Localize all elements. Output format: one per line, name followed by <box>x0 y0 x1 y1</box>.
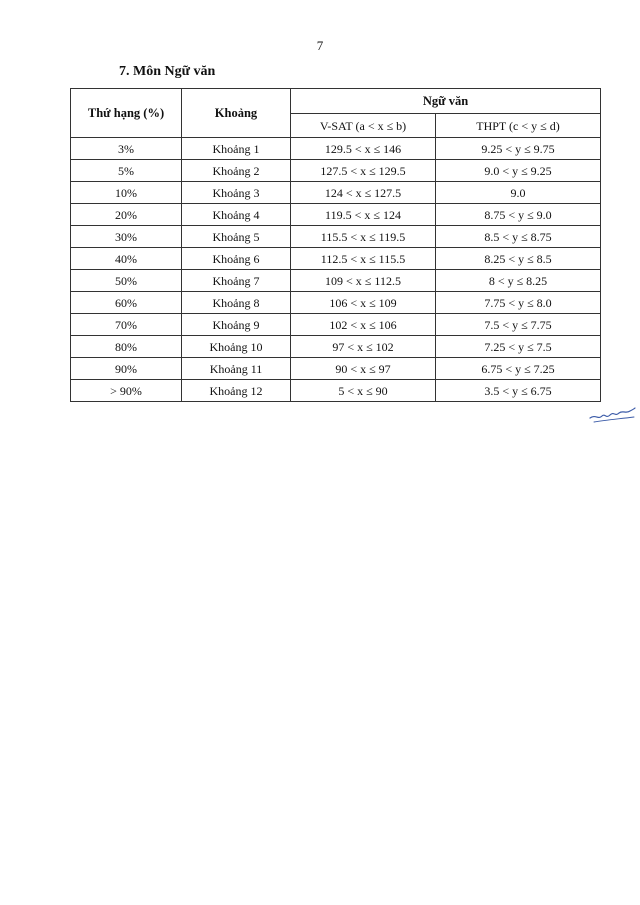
cell-range: Khoảng 9 <box>182 314 291 336</box>
cell-thpt: 7.75 < y ≤ 8.0 <box>436 292 601 314</box>
cell-rank: 30% <box>71 226 182 248</box>
cell-range: Khoảng 4 <box>182 204 291 226</box>
cell-thpt: 7.5 < y ≤ 7.75 <box>436 314 601 336</box>
header-vsat: V-SAT (a < x ≤ b) <box>291 114 436 138</box>
cell-range: Khoảng 6 <box>182 248 291 270</box>
cell-vsat: 127.5 < x ≤ 129.5 <box>291 160 436 182</box>
header-rank: Thứ hạng (%) <box>71 89 182 138</box>
cell-rank: 80% <box>71 336 182 358</box>
header-subject: Ngữ văn <box>291 89 601 114</box>
cell-thpt: 6.75 < y ≤ 7.25 <box>436 358 601 380</box>
cell-range: Khoảng 11 <box>182 358 291 380</box>
cell-vsat: 106 < x ≤ 109 <box>291 292 436 314</box>
header-range: Khoảng <box>182 89 291 138</box>
section-title: 7. Môn Ngữ văn <box>119 64 216 79</box>
cell-rank: 50% <box>71 270 182 292</box>
table-row <box>71 270 601 292</box>
table-row <box>71 248 601 270</box>
cell-rank: > 90% <box>71 380 182 402</box>
cell-thpt: 8.75 < y ≤ 9.0 <box>436 204 601 226</box>
cell-rank: 90% <box>71 358 182 380</box>
cell-rank: 5% <box>71 160 182 182</box>
table-row <box>71 358 601 380</box>
cell-range: Khoảng 2 <box>182 160 291 182</box>
cell-thpt: 9.0 < y ≤ 9.25 <box>436 160 601 182</box>
cell-vsat: 5 < x ≤ 90 <box>291 380 436 402</box>
signature-image <box>588 400 636 426</box>
cell-thpt: 9.25 < y ≤ 9.75 <box>436 138 601 160</box>
cell-vsat: 90 < x ≤ 97 <box>291 358 436 380</box>
cell-range: Khoảng 10 <box>182 336 291 358</box>
cell-vsat: 124 < x ≤ 127.5 <box>291 182 436 204</box>
table-row <box>71 204 601 226</box>
score-conversion-table <box>70 88 601 402</box>
cell-vsat: 97 < x ≤ 102 <box>291 336 436 358</box>
table-body <box>71 138 601 402</box>
cell-rank: 70% <box>71 314 182 336</box>
header-thpt: THPT (c < y ≤ d) <box>436 114 601 138</box>
table-row <box>71 314 601 336</box>
cell-thpt: 3.5 < y ≤ 6.75 <box>436 380 601 402</box>
page-number: 7 <box>316 38 324 53</box>
cell-range: Khoảng 8 <box>182 292 291 314</box>
cell-thpt: 7.25 < y ≤ 7.5 <box>436 336 601 358</box>
cell-vsat: 112.5 < x ≤ 115.5 <box>291 248 436 270</box>
table-row <box>71 380 601 402</box>
cell-rank: 20% <box>71 204 182 226</box>
cell-range: Khoảng 1 <box>182 138 291 160</box>
cell-vsat: 119.5 < x ≤ 124 <box>291 204 436 226</box>
table-row <box>71 160 601 182</box>
cell-thpt: 9.0 <box>436 182 601 204</box>
cell-rank: 10% <box>71 182 182 204</box>
cell-rank: 3% <box>71 138 182 160</box>
cell-range: Khoảng 5 <box>182 226 291 248</box>
cell-thpt: 8 < y ≤ 8.25 <box>436 270 601 292</box>
cell-vsat: 129.5 < x ≤ 146 <box>291 138 436 160</box>
cell-rank: 40% <box>71 248 182 270</box>
cell-vsat: 109 < x ≤ 112.5 <box>291 270 436 292</box>
cell-range: Khoảng 7 <box>182 270 291 292</box>
cell-range: Khoảng 3 <box>182 182 291 204</box>
cell-vsat: 102 < x ≤ 106 <box>291 314 436 336</box>
cell-vsat: 115.5 < x ≤ 119.5 <box>291 226 436 248</box>
table-row <box>71 336 601 358</box>
table-row <box>71 182 601 204</box>
cell-rank: 60% <box>71 292 182 314</box>
signature-stroke <box>590 408 635 418</box>
cell-thpt: 8.5 < y ≤ 8.75 <box>436 226 601 248</box>
table-row <box>71 292 601 314</box>
table-row <box>71 138 601 160</box>
cell-range: Khoảng 12 <box>182 380 291 402</box>
cell-thpt: 8.25 < y ≤ 8.5 <box>436 248 601 270</box>
table-row <box>71 226 601 248</box>
